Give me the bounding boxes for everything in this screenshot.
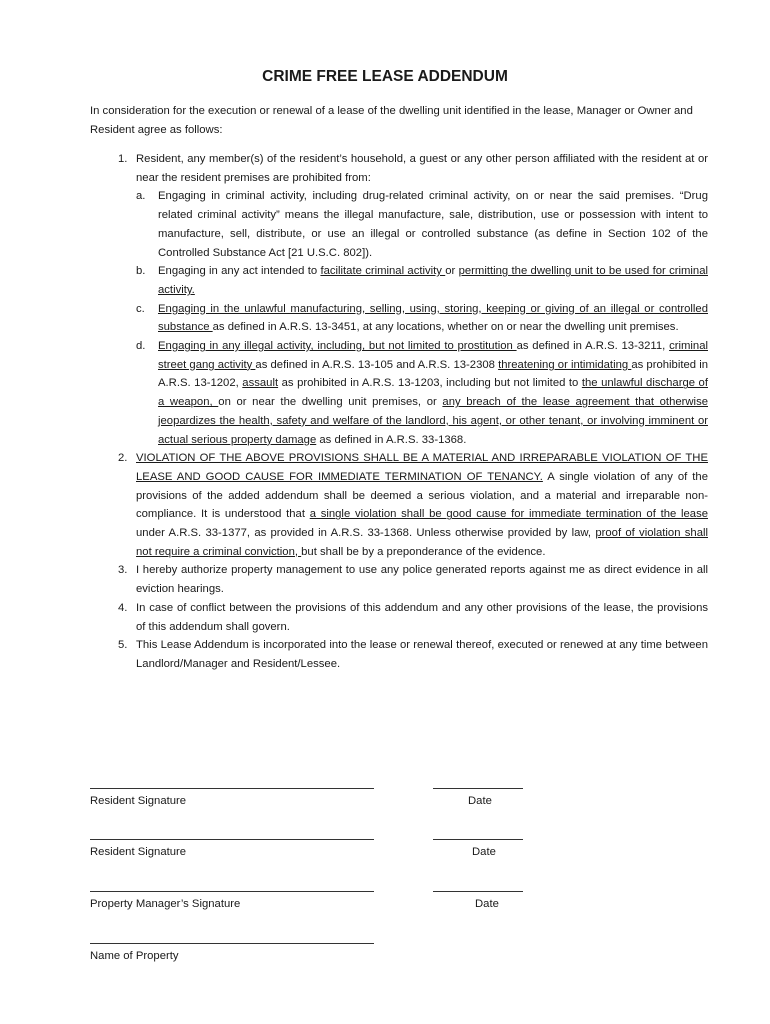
item-number: 1. (118, 153, 128, 165)
provision-item-3 (90, 561, 708, 598)
subitem-c: c. Engaging in the unlawful manufacturing, selling, using, storing, keeping or giving of an illegal or controlled substance as defined in A.R.S. 13-3451, at any locations, whether on or near the dwelling unit premises. (136, 302, 708, 334)
provision-item-2 (90, 449, 708, 561)
subitem-d: d. Engaging in any illegal activity, including, but not limited to prostitution as defined in A.R.S. 13-3211, criminal street gang activity as defined in A.R.S. 13-105 and A.R.S. 13-2308 threatening or intimidating as prohibited in A.R.S. 13-1202, assault as prohibited in A.R.S. 13-1203, including but not limited to the unlawful discharge of a weapon, on or near the dwelling unit premises, or any breach of the lease agreement that otherwise jeopardizes the health, safety and welfare of the landlord, his agent, or other tenant, or involving imminent or actual serious property damage as defined in A.R.S. 33-1368. (136, 340, 709, 446)
signature-block-manager (90, 875, 550, 915)
item-number: 5. (118, 639, 128, 652)
provisions-list (90, 150, 708, 674)
signature-label: Resident Signature (90, 795, 187, 807)
property-name-label: Name of Property (90, 950, 179, 962)
signature-line[interactable] (90, 772, 374, 789)
property-name-line[interactable] (90, 927, 374, 944)
date-line[interactable] (433, 823, 523, 840)
signature-label: Resident Signature (90, 846, 187, 858)
subitem-b: b. Engaging in any act intended to facilitate criminal activity or permitting the dwelling unit to be used for criminal activity. (136, 265, 708, 296)
item-number: 4. (118, 601, 128, 614)
date-label: Date (468, 795, 492, 807)
signature-label: Property Manager’s Signature (90, 898, 241, 910)
signature-line[interactable] (90, 823, 374, 840)
item-text: I hereby authorize property management to use any police generated reports against me as direct evidence in all eviction hearings. (136, 564, 708, 596)
date-line[interactable] (433, 875, 523, 892)
provision-item-4 (90, 599, 708, 636)
provision-item-5 (90, 636, 708, 673)
item-number: 3. (118, 564, 128, 577)
item-text: VIOLATION OF THE ABOVE PROVISIONS SHALL BE A MATERIAL AND IRREPARABLE VIOLATION OF THE LEASE AND GOOD CAUSE FOR IMMEDIATE TERMINATION OF TENANCY. A single violation of any of the provisions of the added addendum shall be deemed a serious violation, and a material and irreparable non-compliance. It is understood that a single violation shall be good cause for immediate termination of the lease under A.R.S. 33-1377, as provided in A.R.S. 33-1368. Unless otherwise provided by law, proof of violation shall not require a criminal conviction, but shall be by a preponderance of the evidence. (136, 452, 709, 558)
item-text: This Lease Addendum is incorporated into the lease or renewal thereof, executed or renewed at any time between Landlord/Manager and Resident/Lessee. (136, 639, 708, 670)
item-text: In case of conflict between the provisions of this addendum and any other provisions of the lease, the provisions of this addendum shall govern. (136, 601, 708, 633)
signature-block-resident-1 (90, 772, 550, 812)
subitem-a: a. Engaging in criminal activity, including drug-related criminal activity, on or near the said premises. “Drug related criminal activity” means the illegal manufacture, sale, distribution, use or possession with intent to manufacture, sell, distribute, or use an illegal or controlled substance (as define in Section 102 of the Controlled Substance Act [21 U.S.C. 802]). (136, 190, 708, 259)
document-title: CRIME FREE LEASE ADDENDUM (262, 68, 508, 85)
intro-paragraph: In consideration for the execution or renewal of a lease of the dwelling unit identified in the lease, Manager or Owner and Resident agree as follows: (90, 105, 693, 136)
item-text: Resident, any member(s) of the resident’s household, a guest or any other person affiliated with the resident at or near the resident premises are prohibited from: (136, 153, 708, 184)
signature-block-resident-2 (90, 823, 550, 863)
signature-line[interactable] (90, 875, 374, 892)
date-line[interactable] (433, 772, 523, 789)
provision-item-1 (90, 150, 708, 449)
item-number: 2. (118, 452, 128, 465)
date-label: Date (472, 846, 496, 858)
signature-block-property (90, 927, 550, 967)
date-label: Date (475, 898, 499, 910)
